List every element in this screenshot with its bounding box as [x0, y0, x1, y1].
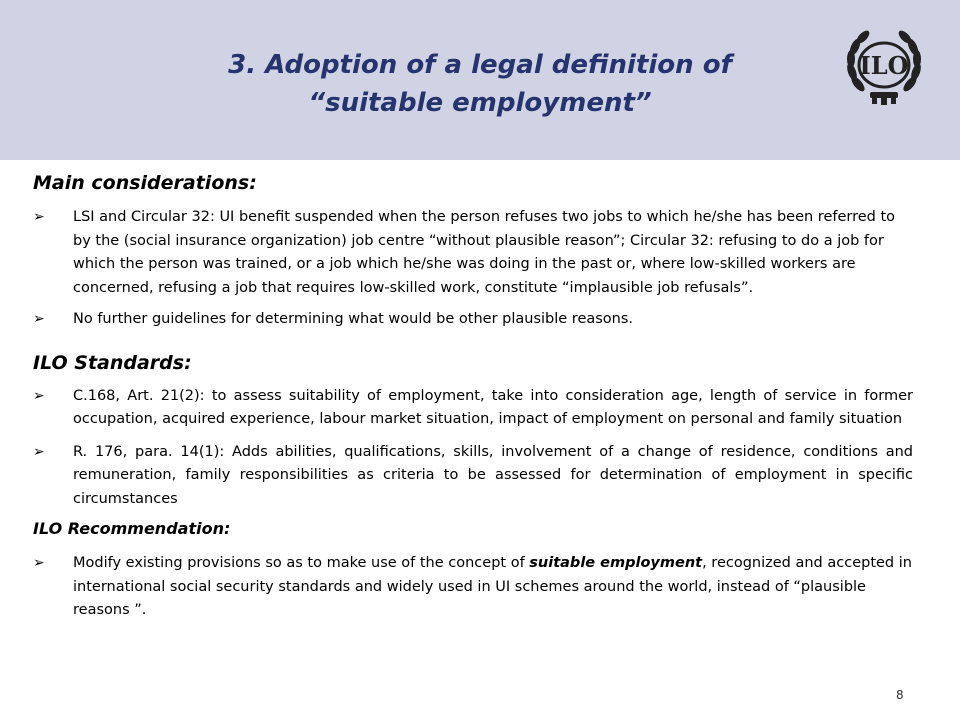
bullet-emphasis: suitable employment [529, 555, 703, 571]
header-band [0, 0, 960, 160]
list-item [33, 308, 913, 332]
bullet-text [73, 555, 912, 618]
arrow-bullet-icon: ➢ [33, 443, 45, 460]
bullet-text-after: , recognized and accepted in international social security standards and widely used in UI schemes around the world, instead of “plausible reasons ”. [73, 555, 912, 618]
main-considerations-heading: Main considerations: [33, 172, 257, 194]
title-line-2: “suitable employment” [308, 88, 652, 118]
arrow-bullet-icon: ➢ [33, 387, 45, 404]
list-item [33, 385, 913, 432]
bullet-text: LSI and Circular 32: UI benefit suspended when the person refuses two jobs to which he/she has been referred to by the (social insurance organization) job centre “without plausible reason”; Circular 32: refusing to do a job for which the person was trained, or a job which he/she was doing in the past or, where low-skilled workers are concerned, refusing a job that requires low-skilled work, constitute “implausible job refusals”. [73, 209, 896, 296]
arrow-bullet-icon: ➢ [33, 311, 45, 327]
ilo-standards-heading: ILO Standards: [33, 351, 192, 374]
slide-title [130, 46, 830, 122]
bullet-text: No further guidelines for determining what would be other plausible reasons. [73, 311, 634, 327]
title-line-1: 3. Adoption of a legal definition of [228, 50, 732, 80]
list-item [33, 552, 913, 623]
slide-content [33, 170, 913, 623]
ilo-logo [836, 18, 932, 114]
list-item [33, 441, 913, 512]
ilo-recommendation-heading: ILO Recommendation: [33, 519, 231, 538]
bullet-text: C.168, Art. 21(2): to assess suitability of employment, take into consideration age, length of service in former occupation, acquired experience, labour market situation, impact of employment on personal and family situation [73, 387, 913, 427]
arrow-bullet-icon: ➢ [33, 555, 45, 571]
logo-text: ILO [859, 51, 909, 80]
bullet-text-before: Modify existing provisions so as to make use of the concept of [73, 555, 530, 571]
arrow-bullet-icon: ➢ [33, 209, 45, 225]
list-item [33, 206, 913, 300]
page-number: 8 [896, 688, 904, 702]
bullet-text: R. 176, para. 14(1): Adds abilities, qualifications, skills, involvement of a change of residence, conditions and remuneration, family responsibilities as criteria to be assessed for determination of employment in specific circumstances [73, 443, 913, 507]
